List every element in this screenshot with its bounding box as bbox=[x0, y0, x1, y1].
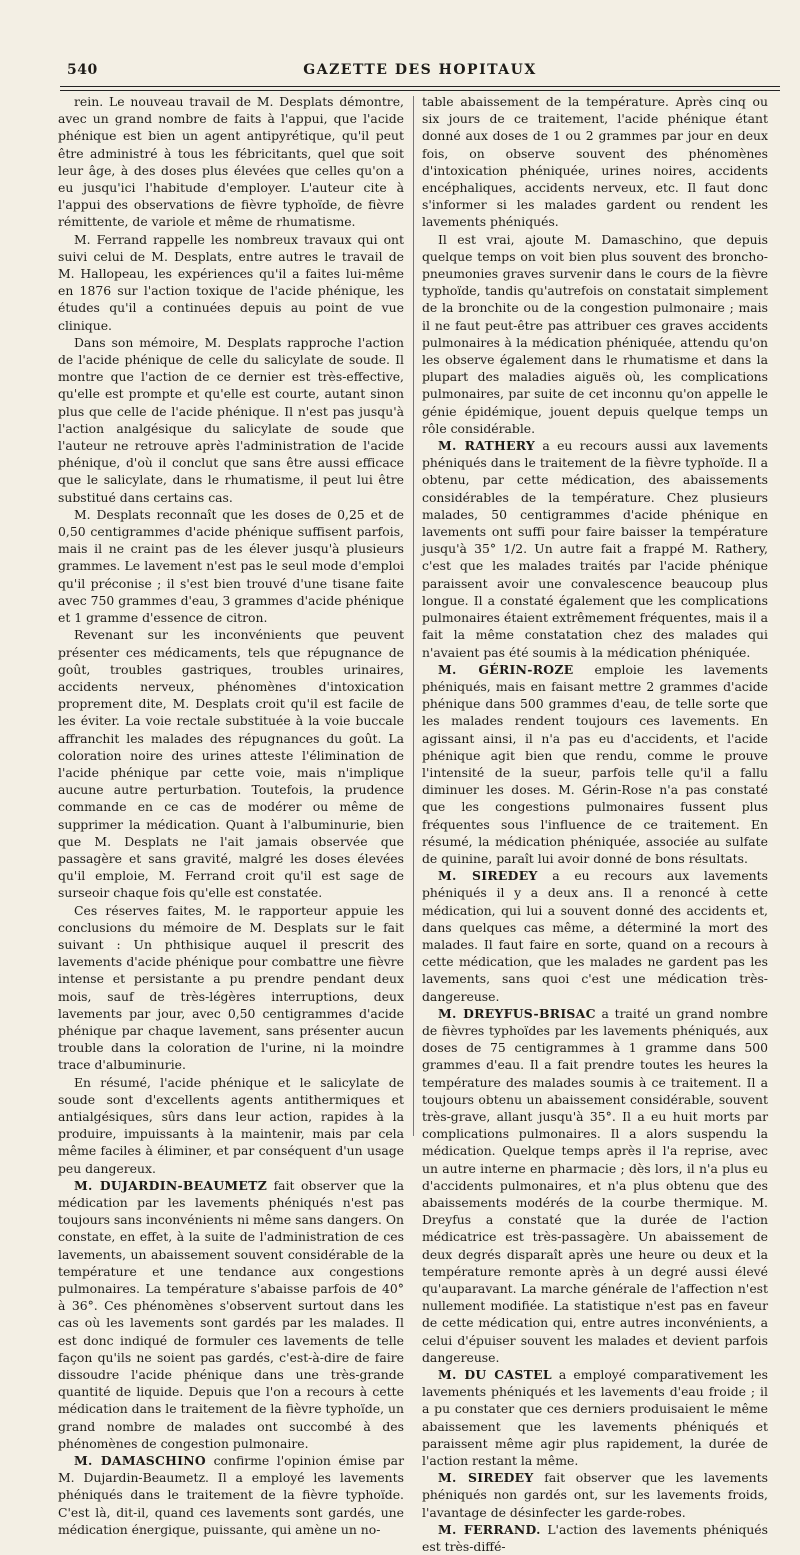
speaker-name: M. RATHERY bbox=[438, 438, 536, 454]
speaker-name: M. DU CASTEL bbox=[438, 1367, 552, 1383]
paragraph-text: a eu recours aux lavements phéniqués il y a deux ans. Il a renoncé à cette médication, qui lui a souvent donné des accidents et, dans quelques cas même, a déterminé la mort des malades. Il faut faire en sorte, quand on a recours à cette médication, que les malades ne gardent pas les lavements, sans quoi c'est une médication très-dangereuse. bbox=[422, 868, 768, 1004]
header-rule-thin bbox=[60, 90, 780, 91]
paragraph bbox=[58, 231, 404, 334]
speaker-name: M. GÉRIN-ROZE bbox=[438, 661, 574, 677]
header-rule bbox=[60, 86, 780, 87]
paragraph-text: L'action des lavements phéniqués est très-diffé- bbox=[422, 1521, 768, 1555]
paragraph bbox=[422, 231, 768, 437]
speaker-name: M. SIREDEY bbox=[438, 1470, 534, 1486]
paragraph bbox=[422, 1521, 768, 1555]
paragraph bbox=[58, 506, 404, 626]
left-column bbox=[58, 93, 405, 1537]
paragraph bbox=[58, 1452, 404, 1538]
speaker-name: M. DUJARDIN-BEAUMETZ bbox=[74, 1177, 268, 1193]
paragraph bbox=[58, 93, 404, 231]
paragraph-text: a eu recours aussi aux lavements phéniqués dans le traitement de la fièvre typhoïde. Il a obtenu, par cette médication, des abaissements considérables de la température. Chez plusieurs malades, 50 centigrammes d'acide phénique en lavements ont suffi pour faire baisser la température jusqu'à 35° 1/2. Un autre fait a frappé M. Rathery, c'est que les malades traités par l'acide phénique paraissent avoir une convalescence beaucoup plus longue. Il a constaté également que les complications pulmonaires étaient extrêmement fréquentes, mais il a fait la même constatation chez des malades qui n'avaient pas été soumis à la médication phéniquée. bbox=[422, 438, 768, 660]
speaker-name: M. DAMASCHINO bbox=[74, 1453, 206, 1469]
paragraph bbox=[422, 867, 768, 1005]
paragraph-text: confirme l'opinion émise par M. Dujardin-Beaumetz. Il a employé les lavements phéniqués dans le traitement de la fièvre typhoïde. C'est là, dit-il, quand ces lavements sont gardés, une médication énergique, puissante, qui amène un no- bbox=[58, 1453, 404, 1537]
journal-title: GAZETTE DES HOPITAUX bbox=[303, 62, 537, 78]
paragraph bbox=[422, 1005, 768, 1366]
column-divider bbox=[413, 96, 414, 1136]
paragraph-text: Il est vrai, ajoute M. Damaschino, que depuis quelque temps on voit bien plus souvent des broncho-pneumonies graves survenir dans le cours de la fièvre typhoïde, tandis qu'autrefois on constatait simplement de la bronchite ou de la congestion pulmonaire ; mais il ne faut peut-être pas attribuer ces graves accidents pulmonaires à la médication phéniquée, attendu qu'on les observe également dans le rhumatisme et dans la plupart des maladies aiguës où, les complications pulmonaires, par suite de cet inconnu qu'on appelle le génie épidémique, jouent depuis quelque temps un rôle considérable. bbox=[422, 231, 768, 436]
paragraph-text: fait observer que les lavements phéniqués non gardés ont, sur les lavements froids, l'avantage de désinfecter les garde-robes. bbox=[422, 1470, 768, 1520]
paragraph bbox=[422, 93, 768, 231]
paragraph-text: Ces réserves faites, M. le rapporteur appuie les conclusions du mémoire de M. Desplats sur le fait suivant : Un phthisique auquel il prescrit des lavements d'acide phénique pour combattre une fièvre intense et persistante a pu prendre pendant deux mois, sauf de très-légères interruptions, deux lavements par jour, avec 0,50 centigrammes d'acide phénique par chaque lavement, sans présenter aucun trouble dans la coloration de l'urine, ni la moindre trace d'albuminurie. bbox=[58, 902, 404, 1073]
speaker-name: M. FERRAND. bbox=[438, 1521, 541, 1537]
paragraph bbox=[58, 1074, 404, 1177]
paragraph-text: M. Desplats reconnaît que les doses de 0,25 et de 0,50 centigrammes d'acide phénique suffisent parfois, mais il ne craint pas de les élever jusqu'à plusieurs grammes. Le lavement n'est pas le seul mode d'emploi qu'il préconise ; il s'est bien trouvé d'une tisane faite avec 750 grammes d'eau, 3 grammes d'acide phénique et 1 gramme d'essence de citron. bbox=[58, 506, 404, 626]
paragraph bbox=[58, 1177, 404, 1452]
paragraph-text: M. Ferrand rappelle les nombreux travaux qui ont suivi celui de M. Desplats, entre autres le travail de M. Hallopeau, les expériences qu'il a faites lui-même en 1876 sur l'action toxique de l'acide phénique, les études qu'il a continuées depuis au point de vue clinique. bbox=[58, 231, 404, 333]
paragraph-text: table abaissement de la température. Après cinq ou six jours de ce traitement, l'acide phénique étant donné aux doses de 1 ou 2 grammes par jour en deux fois, on observe souvent des phénomènes d'intoxication phéniquée, urines noires, accidents encéphaliques, accidents nerveux, etc. Il faut donc s'informer si les malades gardent ou rendent les lavements phéniqués. bbox=[422, 94, 768, 230]
paragraph bbox=[422, 1469, 768, 1521]
paragraph-text: Revenant sur les inconvénients que peuvent présenter ces médicaments, tels que répugnance de goût, troubles gastriques, troubles urinaires, accidents nerveux, phénomènes d'intoxication proprement dite, M. Desplats croit qu'il est facile de les éviter. La voie rectale substituée à la voie buccale affranchit les malades des répugnances du goût. La coloration noire des urines atteste l'élimination de l'acide phénique par cette voie, mais n'implique aucune autre perturbation. Toutefois, la prudence commande en ce cas de modérer ou même de supprimer la médication. Quant à l'albuminurie, bien que M. Desplats ne l'ait jamais observée que passagère et sans gravité, malgré les doses élevées qu'il emploie, M. Ferrand croit qu'il est sage de surseoir chaque fois qu'elle est constatée. bbox=[58, 627, 404, 901]
paragraph-text: emploie les lavements phéniqués, mais en faisant mettre 2 grammes d'acide phénique dans 500 grammes d'eau, de telle sorte que les malades rendent toujours ces lavements. En agissant ainsi, il n'a pas eu d'accidents, et l'acide phénique agit bien que rendu, comme le prouve l'intensité de la sueur, parfois telle qu'il a fallu diminuer les doses. M. Gérin-Rose n'a pas constaté que les congestions pulmonaires fussent plus fréquentes sous l'influence de ce traitement. En résumé, la médication phéniquée, associée au sulfate de quinine, paraît lui avoir donné de bons résultats. bbox=[422, 661, 768, 866]
paragraph-text: rein. Le nouveau travail de M. Desplats démontre, avec un grand nombre de faits à l'appui, que l'acide phénique est bien un agent antipyrétique, qu'il peut être administré à tous les fébricitants, quel que soit leur âge, à des doses plus élevées que celles qu'on a eu jusqu'ici l'habitude d'employer. L'auteur cite à l'appui des observations de fièvre typhoïde, de fièvre rémittente, de variole et même de rhumatisme. bbox=[58, 94, 404, 230]
paragraph-text: fait observer que la médication par les lavements phéniqués n'est pas toujours sans inconvénients ni même sans dangers. On constate, en effet, à la suite de l'administration de ces lavements, un abaissement souvent considérable de la température et une tendance aux congestions pulmonaires. La température s'abaisse parfois de 40° à 36°. Ces phénomènes s'observent surtout dans les cas où les lavements sont gardés par les malades. Il est donc indiqué de formuler ces lavements de telle façon qu'ils ne soient pas gardés, c'est-à-dire de faire dissoudre l'acide phénique dans une très-grande quantité de liquide. Depuis que l'on a recours à cette médication dans le traitement de la fièvre typhoïde, un grand nombre de malades ont succombé à des phénomènes de congestion pulmonaire. bbox=[58, 1177, 405, 1451]
paragraph bbox=[422, 661, 768, 867]
paragraph bbox=[58, 902, 404, 1074]
paragraph bbox=[422, 1366, 768, 1469]
paragraph-text: Dans son mémoire, M. Desplats rapproche l'action de l'acide phénique de celle du salicylate de soude. Il montre que l'action de ce dernier est très-effective, qu'elle est prompte et qu'elle est courte, autant sinon plus que celle de l'acide phénique. Il n'est pas jusqu'à l'action analgésique du salicylate de soude que l'auteur ne retrouve après l'administration de l'acide phénique, d'où il conclut que sans être aussi efficace que le salicylate, dans le rhumatisme, il peut lui être substitué dans certains cas. bbox=[58, 334, 404, 505]
right-column bbox=[422, 93, 768, 1555]
speaker-name: M. SIREDEY bbox=[438, 868, 538, 884]
page-header bbox=[60, 62, 780, 84]
speaker-name: M. DREYFUS-BRISAC bbox=[438, 1005, 596, 1021]
paragraph-text: a traité un grand nombre de fièvres typhoïdes par les lavements phéniqués, aux doses de 75 centigrammes à 1 gramme dans 500 grammes d'eau. Il a fait prendre toutes les heures la température des malades soumis à ce traitement. Il a toujours obtenu un abaissement considérable, souvent très-grave, allant jusqu'à 35°. Il a eu huit morts par complications pulmonaires. Il a alors suspendu la médication. Quelque temps après il l'a reprise, avec un autre interne en pharmacie ; dès lors, il n'a plus eu d'accidents pulmonaires, et n'a plus obtenu que des abaissements modérés de la courbe thermique. M. Dreyfus a constaté que la durée de l'action médicatrice est très-passagère. Un abaissement de deux degrés disparaît après une heure ou deux et la température remonte après à un degré aussi élevé qu'auparavant. La marche générale de l'affection n'est nullement modifiée. La statistique n'est pas en faveur de cette médication qui, entre autres inconvénients, a celui d'épuiser souvent les malades et devient parfois dangereuse. bbox=[422, 1005, 768, 1365]
paragraph bbox=[422, 437, 768, 661]
paragraph bbox=[58, 334, 404, 506]
page-number: 540 bbox=[67, 62, 98, 78]
paragraph-text: En résumé, l'acide phénique et le salicylate de soude sont d'excellents agents antithermiques et antialgésiques, sûrs dans leur action, rapides à la produire, impuissants à la maintenir, mais par cela même faciles à éliminer, et par conséquent d'un usage peu dangereux. bbox=[58, 1074, 404, 1176]
paragraph bbox=[58, 626, 404, 901]
paragraph-text: a employé comparativement les lavements phéniqués et les lavements d'eau froide ; il a pu constater que ces derniers produisaient le même abaissement que les lavements phéniqués et paraissent même agir plus rapidement, la durée de l'action restant la même. bbox=[422, 1367, 768, 1469]
